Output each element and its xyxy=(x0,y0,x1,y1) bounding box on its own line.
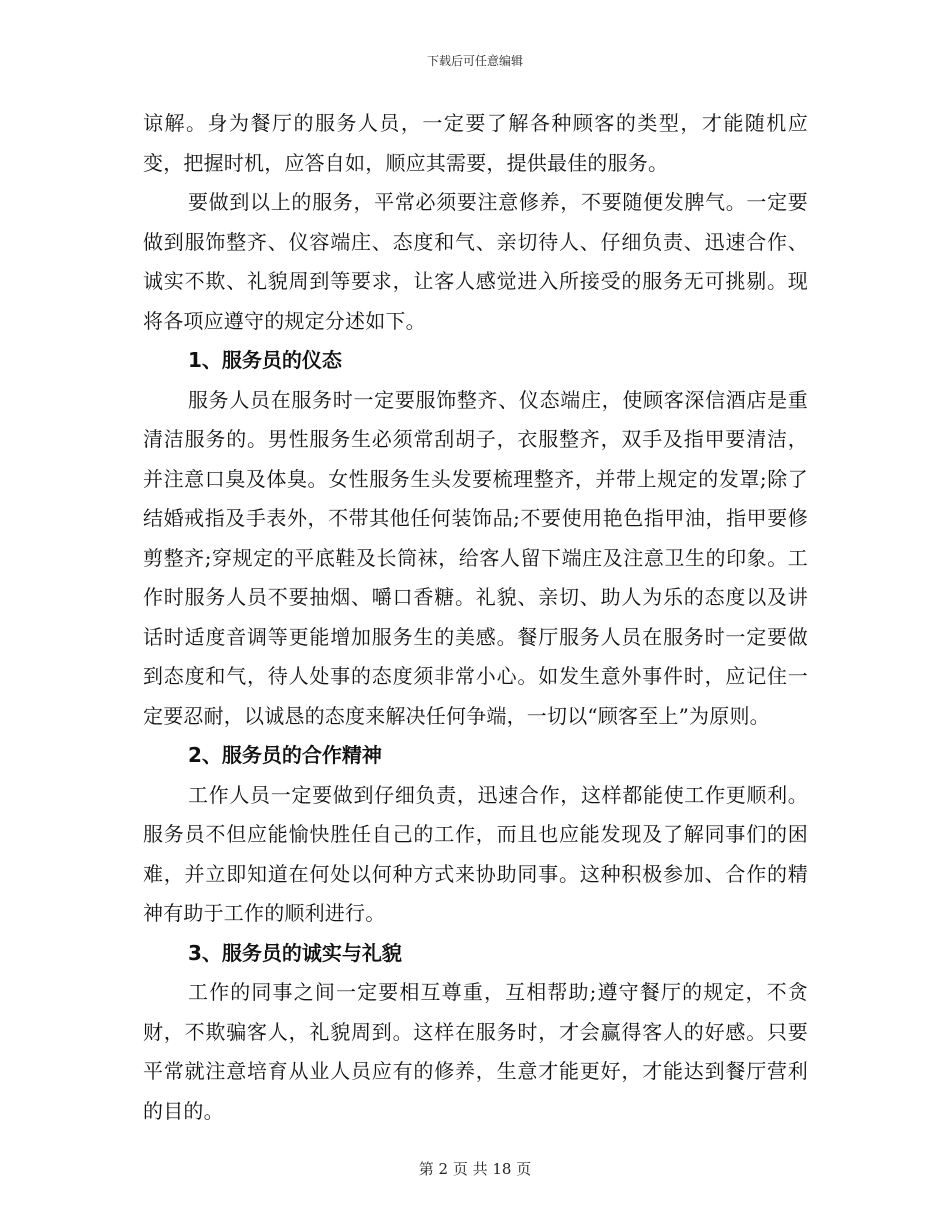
page-header-note: 下载后可任意编辑 xyxy=(426,54,523,68)
section-heading-1: 1、服务员的仪态 xyxy=(188,348,342,372)
paragraph-5: 工作的同事之间一定要相互尊重，互相帮助;遵守餐厅的规定，不贪财，不欺骗客人，礼貌周到。这样在服务时，才会赢得客人的好感。只要平常就注意培育从业人员应有的修养，生意才能更好，才能达到餐厅营利的目的。 xyxy=(143,980,808,1123)
page-footer-number: 第 2 页 共 18 页 xyxy=(418,1160,532,1178)
document-body xyxy=(143,104,808,1131)
section-heading-2: 2、服务员的合作精神 xyxy=(188,743,382,767)
paragraph-1: 谅解。身为餐厅的服务人员，一定要了解各种顾客的类型，才能随机应变，把握时机，应答自如，顺应其需要，提供最佳的服务。 xyxy=(143,111,808,175)
paragraph-3: 服务人员在服务时一定要服饰整齐、仪态端庄，使顾客深信酒店是重清洁服务的。男性服务生必须常刮胡子，衣服整齐，双手及指甲要清洁，并注意口臭及体臭。女性服务生头发要梳理整齐，并带上规定的发罩;除了结婚戒指及手表外，不带其他任何装饰品;不要使用艳色指甲油，指甲要修剪整齐;穿规定的平底鞋及长筒袜，给客人留下端庄及注意卫生的印象。工作时服务人员不要抽烟、嚼口香糖。礼貌、亲切、助人为乐的态度以及讲话时适度音调等更能增加服务生的美感。餐厅服务人员在服务时一定要做到态度和气，待人处事的态度须非常小心。如发生意外事件时，应记住一定要忍耐，以诚恳的态度来解决任何争端，一切以“顾客至上”为原则。 xyxy=(143,387,808,728)
paragraph-4: 工作人员一定要做到仔细负责，迅速合作，这样都能使工作更顺利。服务员不但应能愉快胜任自己的工作，而且也应能发现及了解同事们的困难，并立即知道在何处以何种方式来协助同事。这种积极参加、合作的精神有助于工作的顺利进行。 xyxy=(143,782,808,925)
paragraph-2: 要做到以上的服务，平常必须要注意修养，不要随便发脾气。一定要做到服饰整齐、仪容端庄、态度和气、亲切待人、仔细负责、迅速合作、诚实不欺、礼貌周到等要求，让客人感觉进入所接受的服务无可挑剔。现将各项应遵守的规定分述如下。 xyxy=(143,190,808,333)
section-heading-3: 3、服务员的诚实与礼貌 xyxy=(188,940,402,965)
